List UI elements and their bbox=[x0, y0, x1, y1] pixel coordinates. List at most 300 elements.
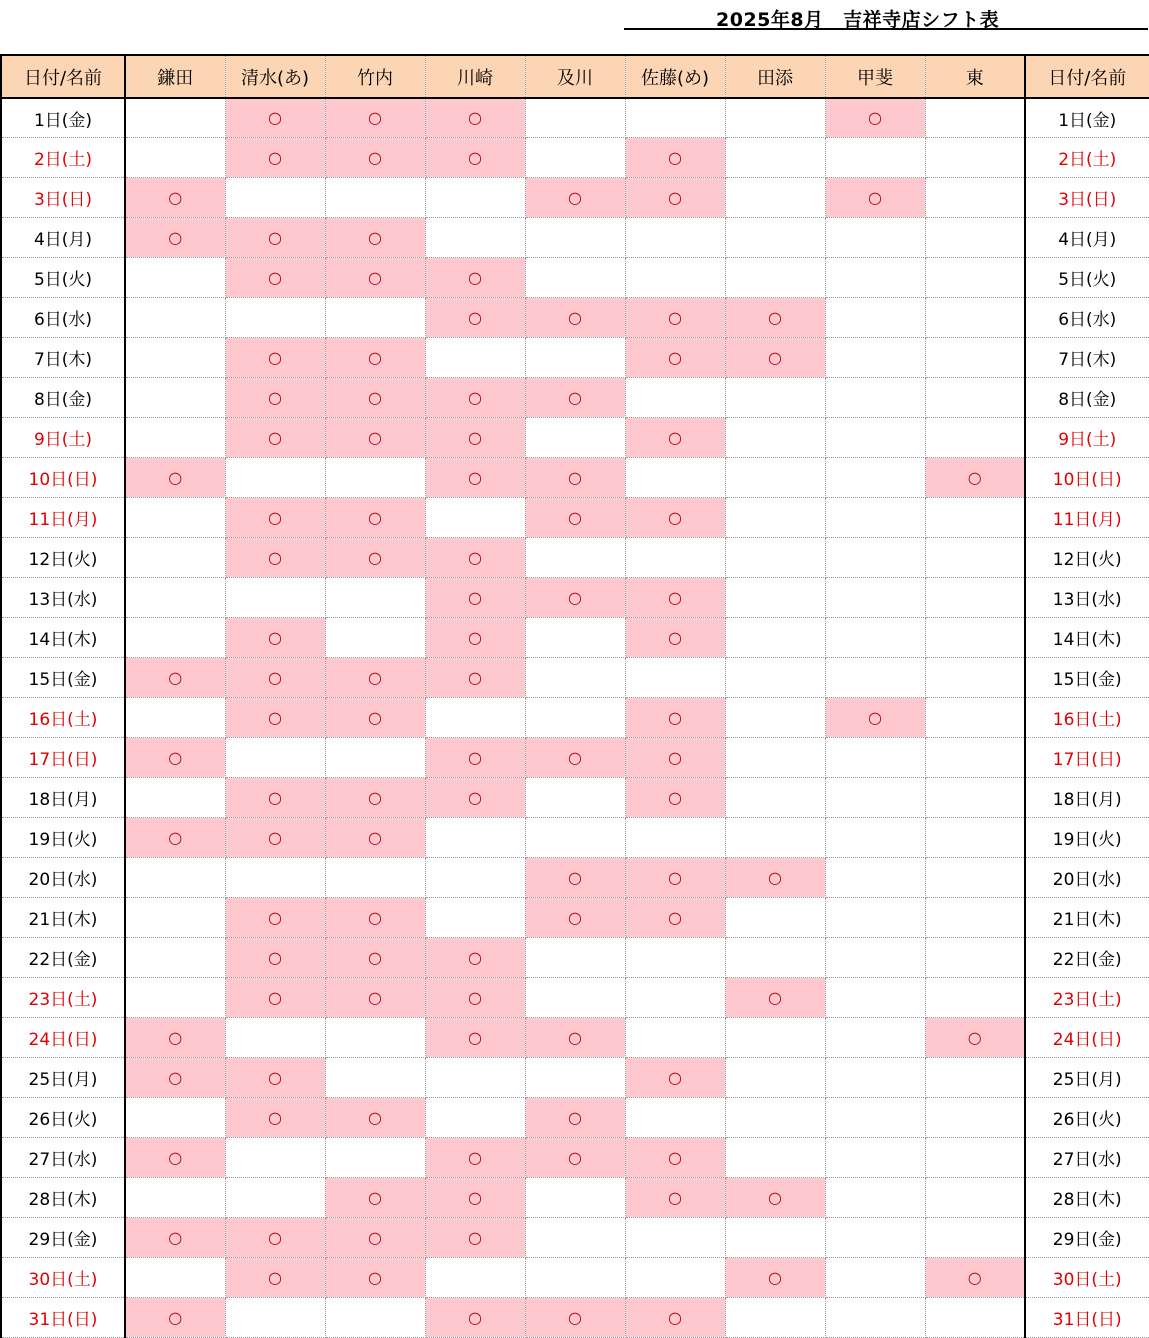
shift-cell[interactable] bbox=[325, 778, 425, 818]
shift-cell[interactable] bbox=[625, 1138, 725, 1178]
shift-cell[interactable] bbox=[825, 338, 925, 378]
shift-cell[interactable] bbox=[425, 1258, 525, 1298]
shift-cell[interactable] bbox=[725, 818, 825, 858]
date-cell-left[interactable]: 4日(月) bbox=[1, 218, 125, 258]
shift-cell[interactable] bbox=[925, 1098, 1025, 1138]
shift-cell[interactable] bbox=[725, 658, 825, 698]
shift-cell[interactable] bbox=[325, 1018, 425, 1058]
shift-cell[interactable] bbox=[125, 658, 225, 698]
shift-cell[interactable] bbox=[725, 778, 825, 818]
date-cell-left[interactable]: 31日(日) bbox=[1, 1298, 125, 1338]
shift-cell[interactable] bbox=[125, 138, 225, 178]
date-cell-left[interactable]: 12日(火) bbox=[1, 538, 125, 578]
shift-cell[interactable] bbox=[925, 738, 1025, 778]
shift-cell[interactable] bbox=[225, 138, 325, 178]
shift-cell[interactable] bbox=[325, 1178, 425, 1218]
shift-cell[interactable] bbox=[925, 698, 1025, 738]
shift-cell[interactable] bbox=[825, 978, 925, 1018]
shift-cell[interactable] bbox=[825, 658, 925, 698]
shift-cell[interactable] bbox=[825, 1098, 925, 1138]
shift-cell[interactable] bbox=[525, 498, 625, 538]
shift-cell[interactable] bbox=[825, 1138, 925, 1178]
shift-cell[interactable] bbox=[325, 178, 425, 218]
shift-cell[interactable] bbox=[725, 298, 825, 338]
date-cell-right[interactable]: 3日(日) bbox=[1025, 178, 1149, 218]
shift-cell[interactable] bbox=[725, 458, 825, 498]
shift-cell[interactable] bbox=[825, 1258, 925, 1298]
date-cell-left[interactable]: 13日(水) bbox=[1, 578, 125, 618]
shift-cell[interactable] bbox=[625, 98, 725, 138]
shift-cell[interactable] bbox=[825, 698, 925, 738]
shift-cell[interactable] bbox=[525, 898, 625, 938]
shift-cell[interactable] bbox=[125, 98, 225, 138]
shift-cell[interactable] bbox=[225, 818, 325, 858]
shift-cell[interactable] bbox=[925, 818, 1025, 858]
staff-header[interactable]: 川崎 bbox=[425, 55, 525, 98]
date-cell-right[interactable]: 6日(水) bbox=[1025, 298, 1149, 338]
shift-cell[interactable] bbox=[925, 298, 1025, 338]
shift-cell[interactable] bbox=[525, 698, 625, 738]
shift-cell[interactable] bbox=[725, 378, 825, 418]
shift-cell[interactable] bbox=[625, 218, 725, 258]
shift-cell[interactable] bbox=[225, 298, 325, 338]
shift-cell[interactable] bbox=[225, 1298, 325, 1338]
date-cell-right[interactable]: 16日(土) bbox=[1025, 698, 1149, 738]
date-cell-right[interactable]: 23日(土) bbox=[1025, 978, 1149, 1018]
shift-cell[interactable] bbox=[625, 578, 725, 618]
shift-cell[interactable] bbox=[525, 778, 625, 818]
date-cell-left[interactable]: 15日(金) bbox=[1, 658, 125, 698]
shift-cell[interactable] bbox=[625, 858, 725, 898]
shift-cell[interactable] bbox=[425, 1298, 525, 1338]
shift-cell[interactable] bbox=[225, 658, 325, 698]
shift-cell[interactable] bbox=[925, 218, 1025, 258]
shift-cell[interactable] bbox=[325, 1138, 425, 1178]
shift-cell[interactable] bbox=[925, 338, 1025, 378]
date-header-right[interactable]: 日付/名前 bbox=[1025, 55, 1149, 98]
shift-cell[interactable] bbox=[325, 858, 425, 898]
shift-cell[interactable] bbox=[725, 98, 825, 138]
shift-cell[interactable] bbox=[825, 858, 925, 898]
shift-cell[interactable] bbox=[425, 138, 525, 178]
date-cell-right[interactable]: 7日(木) bbox=[1025, 338, 1149, 378]
shift-cell[interactable] bbox=[125, 1298, 225, 1338]
date-cell-right[interactable]: 2日(土) bbox=[1025, 138, 1149, 178]
shift-cell[interactable] bbox=[825, 458, 925, 498]
shift-cell[interactable] bbox=[425, 658, 525, 698]
shift-cell[interactable] bbox=[125, 778, 225, 818]
date-cell-right[interactable]: 10日(日) bbox=[1025, 458, 1149, 498]
shift-cell[interactable] bbox=[425, 1178, 525, 1218]
shift-cell[interactable] bbox=[925, 498, 1025, 538]
shift-cell[interactable] bbox=[325, 1058, 425, 1098]
shift-cell[interactable] bbox=[225, 1258, 325, 1298]
shift-cell[interactable] bbox=[925, 1178, 1025, 1218]
shift-cell[interactable] bbox=[225, 738, 325, 778]
shift-cell[interactable] bbox=[125, 218, 225, 258]
shift-cell[interactable] bbox=[425, 778, 525, 818]
date-cell-right[interactable]: 25日(月) bbox=[1025, 1058, 1149, 1098]
date-header-left[interactable]: 日付/名前 bbox=[1, 55, 125, 98]
date-cell-right[interactable]: 8日(金) bbox=[1025, 378, 1149, 418]
shift-cell[interactable] bbox=[325, 458, 425, 498]
shift-cell[interactable] bbox=[525, 418, 625, 458]
shift-cell[interactable] bbox=[225, 1018, 325, 1058]
shift-cell[interactable] bbox=[525, 1138, 625, 1178]
shift-cell[interactable] bbox=[725, 258, 825, 298]
shift-cell[interactable] bbox=[225, 1178, 325, 1218]
shift-cell[interactable] bbox=[625, 898, 725, 938]
shift-cell[interactable] bbox=[125, 1138, 225, 1178]
date-cell-left[interactable]: 25日(月) bbox=[1, 1058, 125, 1098]
shift-cell[interactable] bbox=[625, 538, 725, 578]
shift-cell[interactable] bbox=[125, 338, 225, 378]
shift-cell[interactable] bbox=[725, 218, 825, 258]
shift-cell[interactable] bbox=[325, 258, 425, 298]
shift-cell[interactable] bbox=[225, 778, 325, 818]
shift-cell[interactable] bbox=[825, 178, 925, 218]
shift-cell[interactable] bbox=[125, 1098, 225, 1138]
shift-cell[interactable] bbox=[425, 298, 525, 338]
shift-cell[interactable] bbox=[625, 258, 725, 298]
shift-cell[interactable] bbox=[525, 98, 625, 138]
shift-cell[interactable] bbox=[725, 938, 825, 978]
shift-cell[interactable] bbox=[925, 458, 1025, 498]
shift-cell[interactable] bbox=[625, 418, 725, 458]
shift-cell[interactable] bbox=[225, 458, 325, 498]
shift-cell[interactable] bbox=[925, 938, 1025, 978]
shift-cell[interactable] bbox=[725, 498, 825, 538]
date-cell-left[interactable]: 1日(金) bbox=[1, 98, 125, 138]
shift-cell[interactable] bbox=[225, 618, 325, 658]
shift-cell[interactable] bbox=[825, 938, 925, 978]
shift-cell[interactable] bbox=[125, 298, 225, 338]
date-cell-left[interactable]: 26日(火) bbox=[1, 1098, 125, 1138]
shift-cell[interactable] bbox=[825, 98, 925, 138]
shift-cell[interactable] bbox=[625, 1258, 725, 1298]
shift-cell[interactable] bbox=[325, 618, 425, 658]
date-cell-right[interactable]: 15日(金) bbox=[1025, 658, 1149, 698]
shift-cell[interactable] bbox=[825, 138, 925, 178]
shift-cell[interactable] bbox=[825, 898, 925, 938]
shift-cell[interactable] bbox=[225, 1058, 325, 1098]
shift-cell[interactable] bbox=[425, 98, 525, 138]
shift-cell[interactable] bbox=[425, 818, 525, 858]
date-cell-right[interactable]: 17日(日) bbox=[1025, 738, 1149, 778]
date-cell-left[interactable]: 16日(土) bbox=[1, 698, 125, 738]
shift-cell[interactable] bbox=[925, 1258, 1025, 1298]
shift-cell[interactable] bbox=[925, 898, 1025, 938]
shift-cell[interactable] bbox=[925, 778, 1025, 818]
date-cell-left[interactable]: 7日(木) bbox=[1, 338, 125, 378]
shift-cell[interactable] bbox=[725, 338, 825, 378]
shift-cell[interactable] bbox=[725, 178, 825, 218]
shift-cell[interactable] bbox=[725, 698, 825, 738]
shift-cell[interactable] bbox=[725, 898, 825, 938]
shift-cell[interactable] bbox=[125, 618, 225, 658]
staff-header[interactable]: 及川 bbox=[525, 55, 625, 98]
shift-cell[interactable] bbox=[325, 218, 425, 258]
shift-cell[interactable] bbox=[825, 258, 925, 298]
date-cell-left[interactable]: 2日(土) bbox=[1, 138, 125, 178]
shift-cell[interactable] bbox=[725, 1178, 825, 1218]
date-cell-right[interactable]: 19日(火) bbox=[1025, 818, 1149, 858]
shift-cell[interactable] bbox=[425, 538, 525, 578]
shift-cell[interactable] bbox=[125, 978, 225, 1018]
shift-cell[interactable] bbox=[525, 298, 625, 338]
shift-cell[interactable] bbox=[125, 418, 225, 458]
shift-cell[interactable] bbox=[525, 178, 625, 218]
shift-cell[interactable] bbox=[825, 1178, 925, 1218]
shift-cell[interactable] bbox=[125, 1178, 225, 1218]
date-cell-left[interactable]: 3日(日) bbox=[1, 178, 125, 218]
shift-cell[interactable] bbox=[525, 538, 625, 578]
shift-cell[interactable] bbox=[225, 98, 325, 138]
shift-cell[interactable] bbox=[525, 258, 625, 298]
shift-cell[interactable] bbox=[425, 338, 525, 378]
shift-cell[interactable] bbox=[625, 938, 725, 978]
shift-cell[interactable] bbox=[325, 298, 425, 338]
shift-cell[interactable] bbox=[325, 378, 425, 418]
shift-cell[interactable] bbox=[125, 498, 225, 538]
shift-cell[interactable] bbox=[125, 938, 225, 978]
shift-cell[interactable] bbox=[825, 218, 925, 258]
staff-header[interactable]: 竹内 bbox=[325, 55, 425, 98]
shift-cell[interactable] bbox=[725, 418, 825, 458]
shift-cell[interactable] bbox=[325, 578, 425, 618]
shift-cell[interactable] bbox=[525, 1098, 625, 1138]
shift-cell[interactable] bbox=[325, 418, 425, 458]
date-cell-right[interactable]: 29日(金) bbox=[1025, 1218, 1149, 1258]
date-cell-right[interactable]: 9日(土) bbox=[1025, 418, 1149, 458]
shift-cell[interactable] bbox=[325, 738, 425, 778]
shift-cell[interactable] bbox=[525, 1178, 625, 1218]
shift-cell[interactable] bbox=[625, 1058, 725, 1098]
date-cell-left[interactable]: 28日(木) bbox=[1, 1178, 125, 1218]
shift-cell[interactable] bbox=[825, 738, 925, 778]
shift-cell[interactable] bbox=[125, 578, 225, 618]
shift-cell[interactable] bbox=[125, 378, 225, 418]
shift-cell[interactable] bbox=[725, 978, 825, 1018]
shift-cell[interactable] bbox=[325, 698, 425, 738]
shift-cell[interactable] bbox=[225, 258, 325, 298]
shift-cell[interactable] bbox=[225, 1218, 325, 1258]
shift-cell[interactable] bbox=[425, 1218, 525, 1258]
shift-cell[interactable] bbox=[625, 178, 725, 218]
shift-cell[interactable] bbox=[925, 258, 1025, 298]
shift-cell[interactable] bbox=[725, 618, 825, 658]
shift-cell[interactable] bbox=[225, 978, 325, 1018]
date-cell-right[interactable]: 20日(水) bbox=[1025, 858, 1149, 898]
shift-cell[interactable] bbox=[325, 978, 425, 1018]
shift-cell[interactable] bbox=[725, 1058, 825, 1098]
date-cell-right[interactable]: 4日(月) bbox=[1025, 218, 1149, 258]
shift-cell[interactable] bbox=[825, 298, 925, 338]
shift-cell[interactable] bbox=[525, 138, 625, 178]
shift-cell[interactable] bbox=[325, 658, 425, 698]
date-cell-left[interactable]: 30日(土) bbox=[1, 1258, 125, 1298]
date-cell-right[interactable]: 31日(日) bbox=[1025, 1298, 1149, 1338]
shift-cell[interactable] bbox=[925, 418, 1025, 458]
date-cell-left[interactable]: 11日(月) bbox=[1, 498, 125, 538]
staff-header[interactable]: 清水(あ) bbox=[225, 55, 325, 98]
date-cell-right[interactable]: 14日(木) bbox=[1025, 618, 1149, 658]
shift-cell[interactable] bbox=[925, 538, 1025, 578]
shift-cell[interactable] bbox=[125, 698, 225, 738]
shift-cell[interactable] bbox=[925, 618, 1025, 658]
staff-header[interactable]: 東 bbox=[925, 55, 1025, 98]
shift-cell[interactable] bbox=[425, 258, 525, 298]
shift-cell[interactable] bbox=[125, 898, 225, 938]
shift-cell[interactable] bbox=[225, 218, 325, 258]
shift-cell[interactable] bbox=[525, 618, 625, 658]
shift-cell[interactable] bbox=[325, 1218, 425, 1258]
shift-cell[interactable] bbox=[225, 1138, 325, 1178]
shift-cell[interactable] bbox=[425, 178, 525, 218]
date-cell-right[interactable]: 21日(木) bbox=[1025, 898, 1149, 938]
shift-cell[interactable] bbox=[625, 778, 725, 818]
shift-cell[interactable] bbox=[825, 1218, 925, 1258]
shift-cell[interactable] bbox=[325, 498, 425, 538]
date-cell-left[interactable]: 10日(日) bbox=[1, 458, 125, 498]
shift-cell[interactable] bbox=[125, 1018, 225, 1058]
date-cell-right[interactable]: 27日(水) bbox=[1025, 1138, 1149, 1178]
shift-cell[interactable] bbox=[825, 1058, 925, 1098]
shift-cell[interactable] bbox=[625, 698, 725, 738]
shift-cell[interactable] bbox=[225, 698, 325, 738]
shift-cell[interactable] bbox=[425, 1138, 525, 1178]
shift-cell[interactable] bbox=[525, 458, 625, 498]
shift-cell[interactable] bbox=[525, 818, 625, 858]
shift-cell[interactable] bbox=[625, 618, 725, 658]
shift-cell[interactable] bbox=[825, 778, 925, 818]
shift-cell[interactable] bbox=[825, 378, 925, 418]
date-cell-right[interactable]: 12日(火) bbox=[1025, 538, 1149, 578]
date-cell-left[interactable]: 29日(金) bbox=[1, 1218, 125, 1258]
shift-cell[interactable] bbox=[425, 978, 525, 1018]
shift-cell[interactable] bbox=[125, 738, 225, 778]
shift-cell[interactable] bbox=[225, 538, 325, 578]
date-cell-left[interactable]: 9日(土) bbox=[1, 418, 125, 458]
date-cell-left[interactable]: 27日(水) bbox=[1, 1138, 125, 1178]
shift-cell[interactable] bbox=[625, 1178, 725, 1218]
date-cell-right[interactable]: 5日(火) bbox=[1025, 258, 1149, 298]
shift-cell[interactable] bbox=[825, 498, 925, 538]
date-cell-right[interactable]: 24日(日) bbox=[1025, 1018, 1149, 1058]
date-cell-right[interactable]: 1日(金) bbox=[1025, 98, 1149, 138]
shift-cell[interactable] bbox=[225, 578, 325, 618]
shift-cell[interactable] bbox=[925, 378, 1025, 418]
shift-cell[interactable] bbox=[125, 1058, 225, 1098]
date-cell-left[interactable]: 20日(水) bbox=[1, 858, 125, 898]
shift-cell[interactable] bbox=[125, 458, 225, 498]
shift-cell[interactable] bbox=[625, 1018, 725, 1058]
date-cell-right[interactable]: 30日(土) bbox=[1025, 1258, 1149, 1298]
shift-cell[interactable] bbox=[425, 218, 525, 258]
shift-cell[interactable] bbox=[425, 858, 525, 898]
shift-cell[interactable] bbox=[825, 618, 925, 658]
shift-cell[interactable] bbox=[625, 738, 725, 778]
shift-cell[interactable] bbox=[325, 1258, 425, 1298]
shift-cell[interactable] bbox=[625, 1298, 725, 1338]
shift-cell[interactable] bbox=[225, 1098, 325, 1138]
shift-cell[interactable] bbox=[325, 898, 425, 938]
shift-cell[interactable] bbox=[625, 1218, 725, 1258]
date-cell-left[interactable]: 18日(月) bbox=[1, 778, 125, 818]
shift-cell[interactable] bbox=[525, 658, 625, 698]
shift-cell[interactable] bbox=[325, 1298, 425, 1338]
shift-cell[interactable] bbox=[825, 1298, 925, 1338]
shift-cell[interactable] bbox=[925, 658, 1025, 698]
shift-cell[interactable] bbox=[425, 898, 525, 938]
date-cell-right[interactable]: 11日(月) bbox=[1025, 498, 1149, 538]
date-cell-left[interactable]: 23日(土) bbox=[1, 978, 125, 1018]
shift-cell[interactable] bbox=[425, 578, 525, 618]
date-cell-right[interactable]: 28日(木) bbox=[1025, 1178, 1149, 1218]
date-cell-left[interactable]: 21日(木) bbox=[1, 898, 125, 938]
shift-cell[interactable] bbox=[225, 338, 325, 378]
shift-cell[interactable] bbox=[325, 938, 425, 978]
shift-cell[interactable] bbox=[725, 1258, 825, 1298]
shift-cell[interactable] bbox=[425, 1058, 525, 1098]
shift-cell[interactable] bbox=[925, 578, 1025, 618]
shift-cell[interactable] bbox=[225, 898, 325, 938]
shift-cell[interactable] bbox=[625, 818, 725, 858]
shift-cell[interactable] bbox=[525, 858, 625, 898]
shift-cell[interactable] bbox=[425, 418, 525, 458]
shift-cell[interactable] bbox=[725, 1218, 825, 1258]
shift-cell[interactable] bbox=[525, 338, 625, 378]
date-cell-left[interactable]: 22日(金) bbox=[1, 938, 125, 978]
date-cell-right[interactable]: 26日(火) bbox=[1025, 1098, 1149, 1138]
shift-cell[interactable] bbox=[725, 1298, 825, 1338]
shift-cell[interactable] bbox=[825, 538, 925, 578]
shift-cell[interactable] bbox=[525, 738, 625, 778]
shift-cell[interactable] bbox=[925, 858, 1025, 898]
shift-cell[interactable] bbox=[925, 1058, 1025, 1098]
shift-cell[interactable] bbox=[825, 818, 925, 858]
shift-cell[interactable] bbox=[225, 938, 325, 978]
shift-cell[interactable] bbox=[125, 258, 225, 298]
date-cell-right[interactable]: 18日(月) bbox=[1025, 778, 1149, 818]
shift-cell[interactable] bbox=[925, 1298, 1025, 1338]
shift-cell[interactable] bbox=[725, 1018, 825, 1058]
shift-cell[interactable] bbox=[725, 1138, 825, 1178]
shift-cell[interactable] bbox=[125, 858, 225, 898]
shift-cell[interactable] bbox=[625, 978, 725, 1018]
shift-cell[interactable] bbox=[825, 578, 925, 618]
shift-cell[interactable] bbox=[725, 1098, 825, 1138]
date-cell-left[interactable]: 8日(金) bbox=[1, 378, 125, 418]
shift-cell[interactable] bbox=[625, 658, 725, 698]
shift-cell[interactable] bbox=[725, 578, 825, 618]
shift-cell[interactable] bbox=[425, 618, 525, 658]
shift-cell[interactable] bbox=[925, 978, 1025, 1018]
shift-cell[interactable] bbox=[425, 458, 525, 498]
shift-cell[interactable] bbox=[625, 498, 725, 538]
shift-cell[interactable] bbox=[425, 938, 525, 978]
shift-cell[interactable] bbox=[525, 938, 625, 978]
shift-cell[interactable] bbox=[525, 1298, 625, 1338]
date-cell-left[interactable]: 24日(日) bbox=[1, 1018, 125, 1058]
shift-cell[interactable] bbox=[525, 1218, 625, 1258]
shift-cell[interactable] bbox=[525, 978, 625, 1018]
shift-cell[interactable] bbox=[125, 818, 225, 858]
shift-cell[interactable] bbox=[925, 1218, 1025, 1258]
staff-header[interactable]: 佐藤(め) bbox=[625, 55, 725, 98]
date-cell-right[interactable]: 13日(水) bbox=[1025, 578, 1149, 618]
shift-cell[interactable] bbox=[725, 538, 825, 578]
